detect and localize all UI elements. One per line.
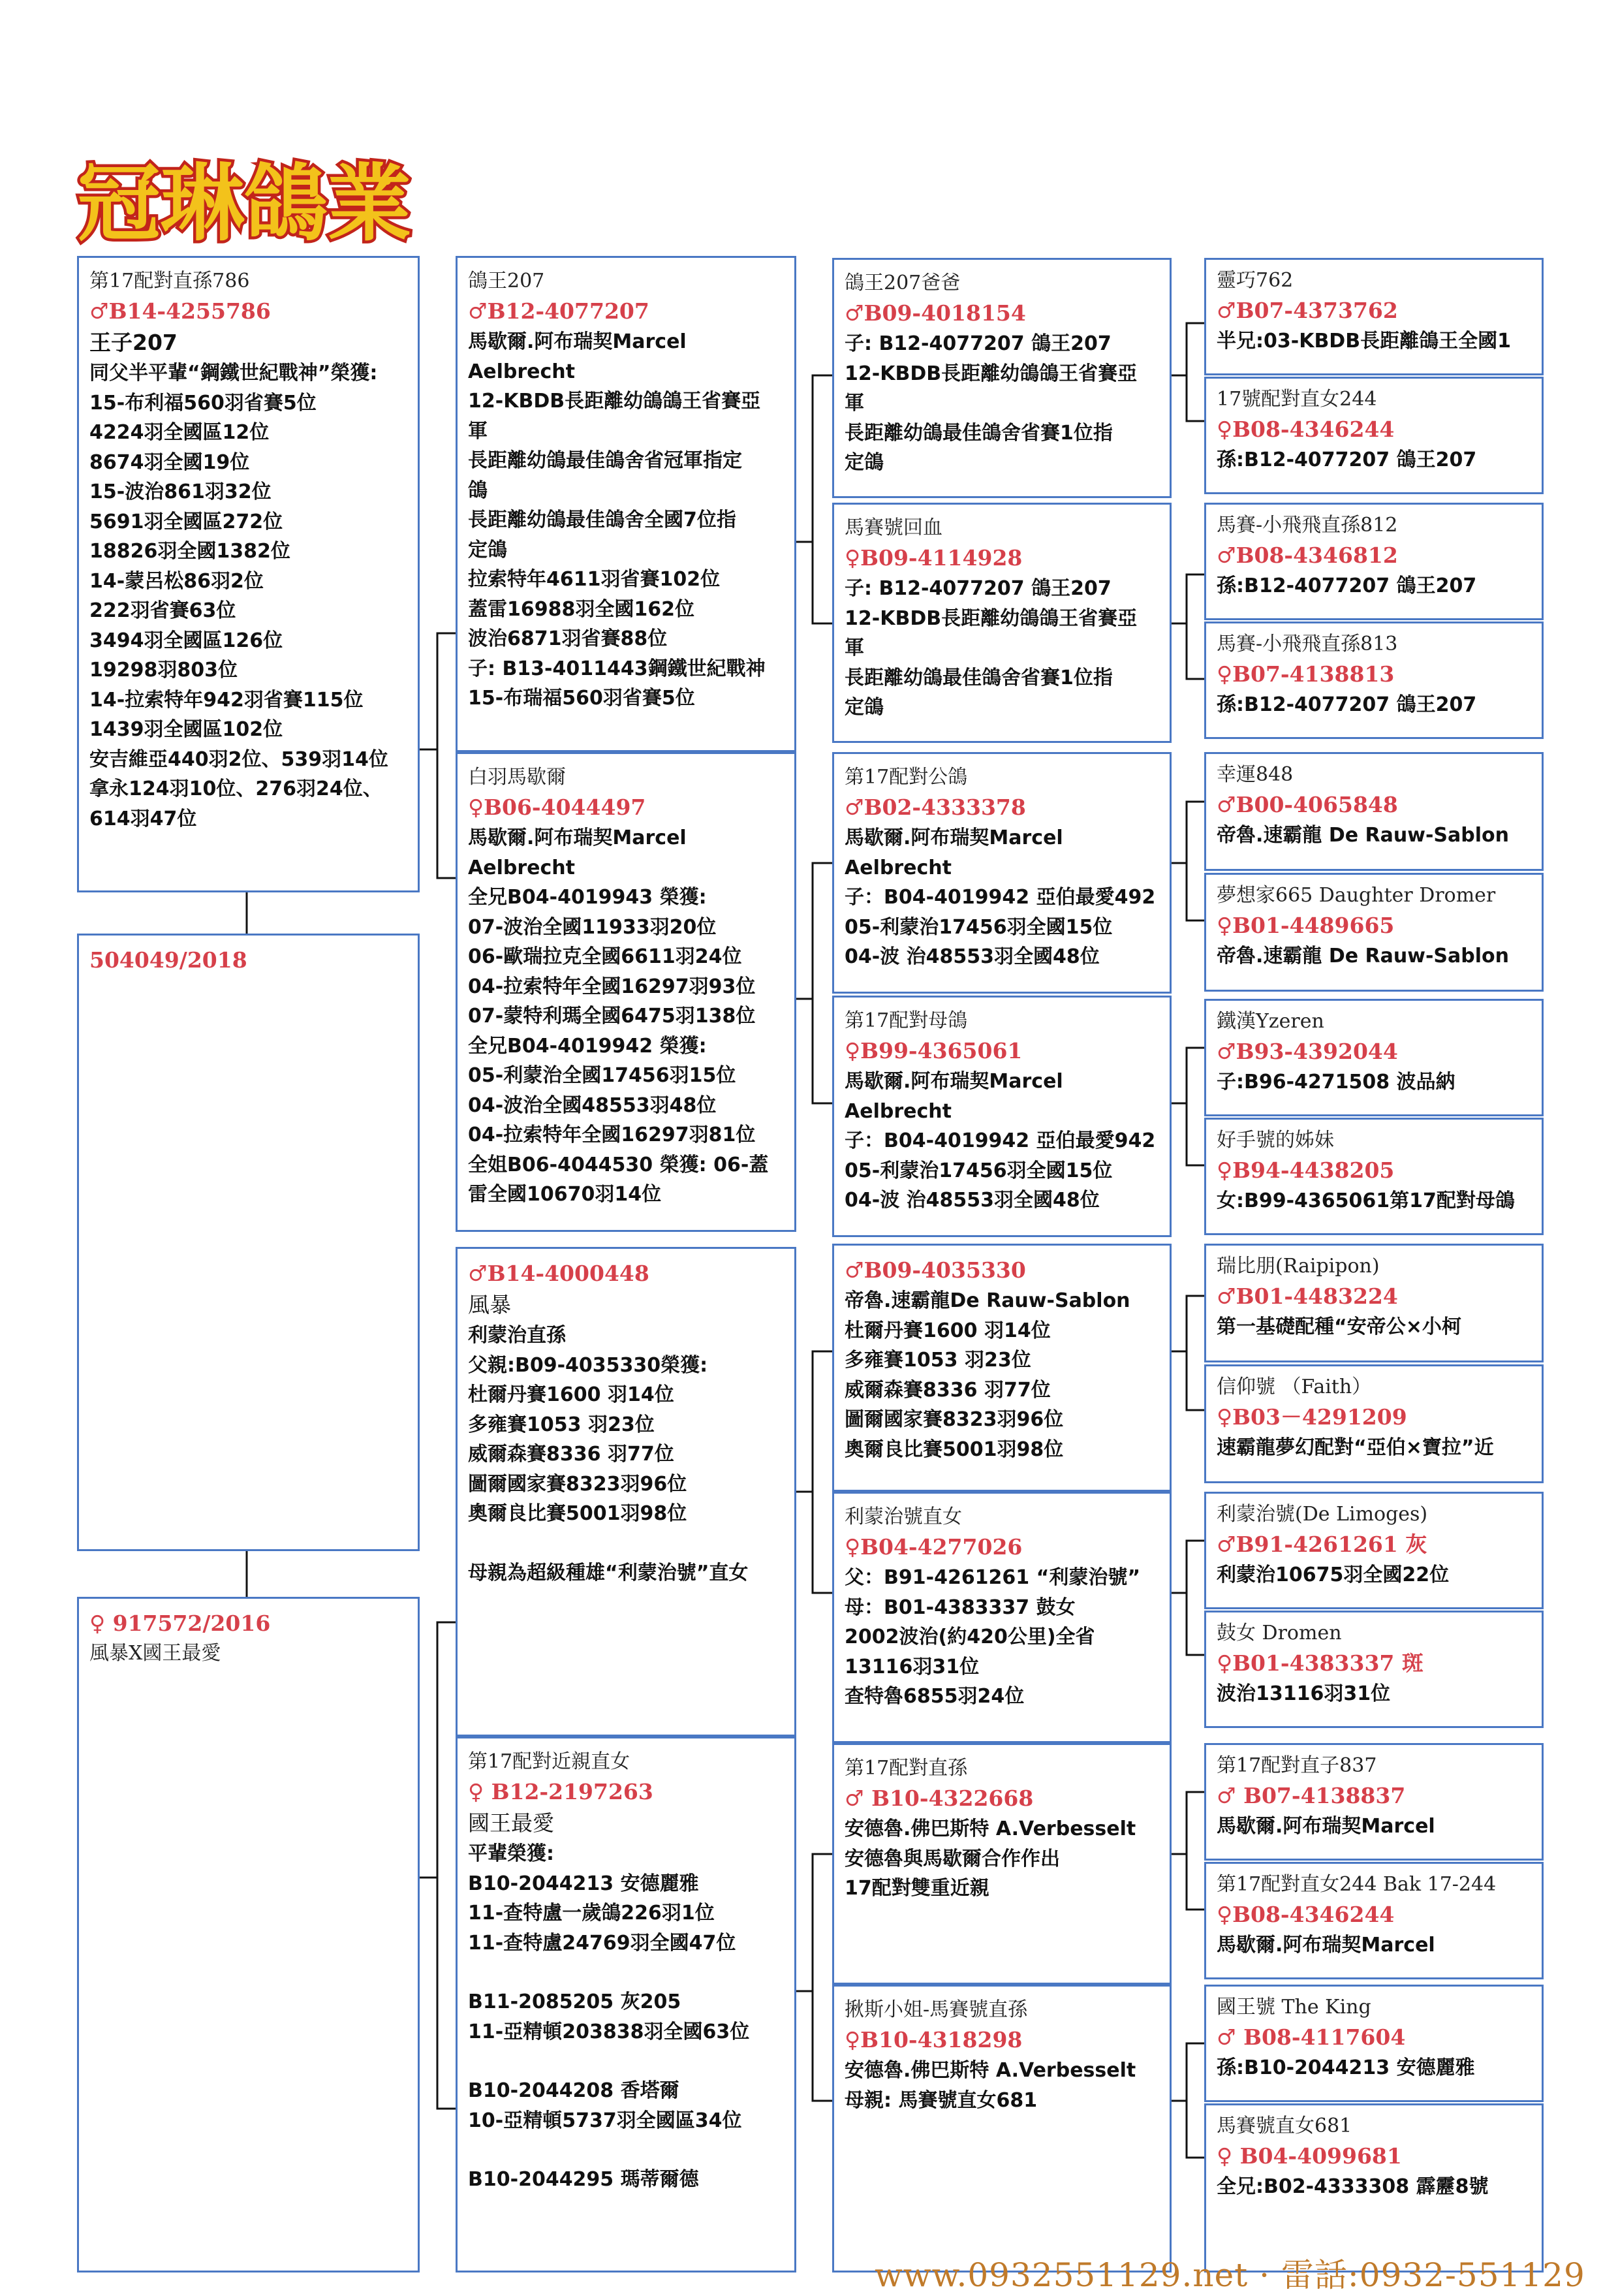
subject-bird-card	[77, 256, 420, 892]
card-line: 馬歇爾.阿布瑞契Marcel	[468, 826, 687, 849]
card-line: 波治6871羽省賽88位	[468, 627, 668, 650]
card-title: 馬賽-小飛飛直孫812	[1217, 514, 1398, 537]
card-line: 04-拉索特年全國16297羽81位	[468, 1124, 756, 1146]
card-line: 父：B91-4261261 “利蒙治號”	[845, 1566, 1141, 1589]
card-title: 鐵漢Yzeren	[1217, 1010, 1324, 1033]
card-title: 馬賽號回血	[845, 516, 942, 539]
card-ring: ♀B01-4489665	[1217, 913, 1395, 938]
gen4-card	[1204, 377, 1544, 494]
card-title: 國王號 The King	[1217, 1996, 1371, 2019]
card-line: 15-布瑞福560羽省賽5位	[468, 687, 695, 710]
dam-dam-card	[456, 1737, 796, 2272]
card-line: 利蒙治直孫	[468, 1324, 566, 1347]
card-line: 馬歇爾.阿布瑞契Marcel	[1217, 1815, 1435, 1838]
card-title: 幸運848	[1217, 763, 1294, 786]
card-ring: ♂B00-4065848	[1217, 792, 1398, 817]
card-line: 孫:B10-2044213 安德麗雅	[1217, 2056, 1475, 2079]
card-ring: ♀B09-4114928	[845, 545, 1023, 571]
card-line: 全兄:B02-4333308 霹靂8號	[1217, 2175, 1489, 2198]
subject-line: 15-波治861羽32位	[89, 480, 272, 503]
card-ring: ♂B02-4333378	[845, 794, 1026, 820]
gen4-card	[1204, 999, 1544, 1116]
card-line: 馬歇爾.阿布瑞契Marcel	[1217, 1934, 1435, 1957]
gen4-card	[1204, 873, 1544, 992]
card-line: 子: B12-4077207 鴿王207	[845, 332, 1112, 355]
logo-text: 冠琳鴿業	[77, 155, 412, 253]
subject-title: 第17配對直孫786	[89, 270, 250, 292]
card-line: 定鴿	[468, 538, 507, 561]
card-ring: ♂B09-4035330	[845, 1257, 1026, 1283]
card-spacer	[468, 1958, 785, 1987]
card-line: 04-波治全國48553羽48位	[468, 1093, 717, 1117]
card-line: 第一基礎配種“安帝公×小柯	[1217, 1315, 1461, 1338]
card-ring: ♀B07-4138813	[1217, 661, 1395, 687]
gen4-card	[1204, 1862, 1544, 1979]
card-ring: ♂B01-4483224	[1217, 1283, 1398, 1309]
card-spacer	[468, 1529, 785, 1558]
dds-card	[832, 1743, 1172, 1985]
card-line: Aelbrecht	[468, 856, 575, 879]
card-title: 利蒙治號(De Limoges)	[1217, 1503, 1428, 1526]
subject-line: 222羽省賽63位	[89, 599, 236, 622]
card-title: 信仰號 （Faith）	[1217, 1376, 1372, 1398]
dam-card	[77, 1597, 420, 2272]
ssd-card	[832, 503, 1172, 743]
subject-line: 14-蒙呂松86羽2位	[89, 569, 264, 593]
card-spacer	[468, 2047, 785, 2076]
card-line: 母親為超級種雄“利蒙治號”直女	[468, 1561, 749, 1584]
card-line: 子：B04-4019942 亞伯最愛492	[845, 886, 1156, 909]
card-line: 04-拉索特年全國16297羽93位	[468, 975, 756, 998]
card-line: Aelbrecht	[845, 1099, 952, 1123]
card-ring: ♀B01-4383337 斑	[1217, 1650, 1424, 1676]
card-line: B10-2044208 香塔爾	[468, 2079, 679, 2102]
card-title: 馬賽-小飛飛直孫813	[1217, 633, 1398, 655]
card-ring: ♀B06-4044497	[468, 794, 646, 820]
card-line: 波治13116羽31位	[1217, 1682, 1391, 1705]
footer-contact: www.0932551129.net · 雷話:0932-551129	[875, 2256, 1585, 2294]
gen4-card	[1204, 1985, 1544, 2102]
card-line: 蓋雷16988羽全國162位	[468, 597, 694, 621]
card-line: 全兄B04-4019942 榮獲:	[468, 1034, 707, 1058]
card-ring: ♂B91-4261261 灰	[1217, 1532, 1427, 1557]
card-title: 鼓女 Dromen	[1217, 1622, 1342, 1644]
subject-line: 同父半平輩“鋼鐵世紀戰神”榮獲:	[89, 362, 378, 385]
card-line: 女:B99-4365061第17配對母鴿	[1217, 1189, 1515, 1212]
card-line: 鴿	[468, 479, 488, 502]
card-line: 平輩榮獲:	[468, 1842, 554, 1865]
card-title: 第17配對公鴿	[845, 766, 968, 789]
dam-ring: ♀ 917572/2016	[89, 1611, 271, 1636]
gen4-card	[1204, 1611, 1544, 1728]
card-line: 母：B01-4383337 鼓女	[845, 1596, 1076, 1619]
card-ring: ♂B08-4346812	[1217, 543, 1398, 568]
card-ring: ♂ B10-4322668	[845, 1785, 1034, 1811]
card-line: 定鴿	[845, 696, 884, 719]
card-line: 11-亞精頓203838羽全國63位	[468, 2020, 750, 2043]
card-line: 孫:B12-4077207 鴿王207	[1217, 693, 1477, 716]
subject-line: 8674羽全國19位	[89, 450, 250, 474]
subject-line: 拿永124羽10位、276羽24位、	[89, 778, 382, 800]
card-line: 子:B96-4271508 波品納	[1217, 1071, 1455, 1093]
card-line: 利蒙治10675羽全國22位	[1217, 1564, 1450, 1586]
card-line: 孫:B12-4077207 鴿王207	[1217, 448, 1477, 471]
sds-card	[832, 752, 1172, 994]
card-title: 馬賽號直女681	[1217, 2115, 1352, 2137]
card-line: 05-利蒙治17456羽全國15位	[845, 915, 1113, 939]
card-line: 安德魯.佛巴斯特 A.Verbesselt	[845, 2059, 1136, 2082]
card-title: 第17配對直子837	[1217, 1754, 1377, 1777]
gen4-card	[1204, 1743, 1544, 1861]
card-line: 速霸龍夢幻配對“亞伯×寶拉”近	[1217, 1436, 1494, 1459]
subject-line: 3494羽全國區126位	[89, 629, 283, 652]
card-line: 長距離幼鴿最佳鴿舍省賽1位指	[845, 421, 1113, 445]
gen4-card	[1204, 1492, 1544, 1609]
card-line: 17配對雙重近親	[845, 1877, 989, 1900]
card-ring: ♀B99-4365061	[845, 1038, 1023, 1063]
card-line: 07-蒙特利瑪全國6475羽138位	[468, 1005, 756, 1028]
subject-line: 15-布利福560羽省賽5位	[89, 391, 317, 415]
card-line: B10-2044295 瑪蒂爾德	[468, 2168, 699, 2191]
card-line: 馬歇爾.阿布瑞契Marcel	[845, 1070, 1063, 1093]
card-title: 第17配對直孫	[845, 1757, 968, 1780]
card-spacer	[468, 2135, 785, 2165]
card-ring: ♀B10-4318298	[845, 2027, 1023, 2052]
card-line: 杜爾丹賽1600 羽14位	[468, 1383, 674, 1406]
card-title: 鴿王207	[468, 270, 545, 292]
card-line: 07-波治全國11933羽20位	[468, 915, 717, 939]
card-line: 全兄B04-4019943 榮獲:	[468, 886, 707, 909]
card-ring: ♂B09-4018154	[845, 300, 1026, 326]
subject-name: 王子207	[89, 330, 178, 355]
card-line: 12-KBDB長距離幼鴿鴿王省賽亞	[845, 606, 1138, 630]
card-ring: ♂ B07-4138837	[1217, 1783, 1406, 1808]
card-ring: ♂ B08-4117604	[1217, 2024, 1406, 2050]
card-ring: ♀B08-4346244	[1217, 1902, 1395, 1927]
card-title: 靈巧762	[1217, 269, 1294, 292]
card-ring: ♂B12-4077207	[468, 298, 649, 324]
gen4-card	[1204, 752, 1544, 871]
card-line: 圖爾國家賽8323羽96位	[468, 1472, 687, 1496]
card-title: 夢想家665 Daughter Dromer	[1217, 884, 1496, 907]
card-line: 奧爾良比賽5001羽98位	[845, 1438, 1064, 1461]
card-ring: ♂B14-4000448	[468, 1261, 649, 1286]
card-line: Aelbrecht	[468, 360, 575, 383]
card-line: 長距離幼鴿最佳鴿舍省冠軍指定	[468, 449, 742, 472]
card-line: 軍	[845, 637, 864, 659]
gen4-card	[1204, 258, 1544, 375]
card-title: 利蒙治號直女	[845, 1505, 962, 1528]
card-line: 05-利蒙治全國17456羽15位	[468, 1064, 736, 1087]
card-line: 馬歇爾.阿布瑞契Marcel	[468, 330, 687, 353]
card-line: 子: B12-4077207 鴿王207	[845, 577, 1112, 600]
card-title: 瑞比朋(Raipipon)	[1217, 1255, 1380, 1278]
sire-card	[77, 934, 420, 1551]
card-title: 第17配對近親直女	[468, 1750, 630, 1773]
card-line: 帝魯.速霸龍De Rauw-Sablon	[845, 1289, 1130, 1312]
card-title: 好手號的姊妹	[1217, 1129, 1334, 1152]
card-line: 父親:B09-4035330榮獲:	[468, 1353, 708, 1377]
subject-line: 18826羽全國1382位	[89, 540, 290, 563]
gen4-card	[1204, 2103, 1544, 2272]
card-line: 孫:B12-4077207 鴿王207	[1217, 574, 1477, 597]
card-line: 11-查特盧一歲鴿226羽1位	[468, 1902, 715, 1925]
card-line: 雷全國10670羽14位	[468, 1183, 662, 1206]
card-ring: ♂B07-4373762	[1217, 298, 1398, 323]
sss-card	[832, 258, 1172, 498]
dss-card	[832, 1244, 1172, 1492]
card-line: 12-KBDB長距離幼鴿鴿王省賽亞	[845, 362, 1138, 385]
card-title: 第17配對母鴿	[845, 1009, 968, 1032]
card-line: 拉索特年4611羽省賽102位	[468, 568, 721, 591]
card-line: 04-波 治48553羽全國48位	[845, 1189, 1100, 1212]
card-line: 長距離幼鴿最佳鴿舍省賽1位指	[845, 666, 1113, 689]
card-ring: ♀B08-4346244	[1217, 417, 1395, 442]
subject-ring: ♂B14-4255786	[89, 298, 271, 324]
card-line: B11-2085205 灰205	[468, 1990, 681, 2013]
card-line: 帝魯.速霸龍 De Rauw-Sablon	[1217, 945, 1509, 967]
gen4-card	[1204, 1364, 1544, 1483]
card-line: 半兄:03-KBDB長距離鴿王全國1	[1217, 330, 1511, 353]
card-line: 威爾森賽8336 羽77位	[845, 1378, 1051, 1402]
card-line: Aelbrecht	[845, 856, 952, 879]
gen4-card	[1204, 1118, 1544, 1235]
sire-sire-card	[456, 256, 796, 752]
card-line: 威爾森賽8336 羽77位	[468, 1443, 674, 1466]
card-line: 馬歇爾.阿布瑞契Marcel	[845, 826, 1063, 849]
subject-line: 614羽47位	[89, 807, 197, 830]
card-line: B10-2044213 安德麗雅	[468, 1872, 699, 1895]
card-ring: ♀B03－4291209	[1217, 1404, 1407, 1430]
sdd-card	[832, 996, 1172, 1237]
dsd-card	[832, 1492, 1172, 1743]
card-title: 揪斯小姐-馬賽號直孫	[845, 1998, 1028, 2021]
card-line: 12-KBDB長距離幼鴿鴿王省賽亞	[468, 390, 761, 413]
gen4-card	[1204, 621, 1544, 739]
card-line: 奧爾良比賽5001羽98位	[468, 1502, 687, 1525]
card-line: 多雍賽1053 羽23位	[468, 1413, 655, 1436]
card-title: 第17配對直女244 Bak 17-244	[1217, 1873, 1497, 1896]
ddd-card	[832, 1985, 1172, 2272]
card-name: 國王最愛	[468, 1810, 554, 1836]
card-line: 安德魯.佛巴斯特 A.Verbesselt	[845, 1817, 1136, 1840]
card-name: 風暴	[468, 1292, 511, 1317]
card-line: 2002波治(約420公里)全省	[845, 1626, 1095, 1648]
subject-line: 1439羽全國區102位	[89, 718, 283, 741]
card-line: 母親: 馬賽號直女681	[845, 2088, 1038, 2112]
subject-line: 5691羽全國區272位	[89, 510, 283, 533]
card-line: 安德魯與馬歇爾合作作出	[845, 1847, 1060, 1870]
card-ring: ♂B93-4392044	[1217, 1039, 1398, 1064]
subject-line: 19298羽803位	[89, 659, 238, 682]
card-ring: ♀ B04-4099681	[1217, 2143, 1402, 2169]
card-title: 鴿王207爸爸	[845, 272, 961, 294]
card-line: 查特魯6855羽24位	[845, 1685, 1025, 1708]
card-line: 杜爾丹賽1600 羽14位	[845, 1319, 1051, 1342]
card-line: 13116羽31位	[845, 1655, 980, 1678]
card-line: 多雍賽1053 羽23位	[845, 1349, 1031, 1372]
card-line: 06-歐瑞拉克全國6611羽24位	[468, 945, 742, 968]
sire-dam-card	[456, 752, 796, 1232]
card-line: 子: B13-4011443鋼鐵世紀戰神	[468, 657, 766, 680]
subject-line: 安吉維亞440羽2位、539羽14位	[89, 747, 388, 771]
card-line: 10-亞精頓5737羽全國區34位	[468, 2109, 742, 2132]
gen4-card	[1204, 503, 1544, 620]
card-line: 子：B04-4019942 亞伯最愛942	[845, 1129, 1156, 1152]
card-line: 長距離幼鴿最佳鴿舍全國7位指	[468, 509, 736, 531]
card-line: 04-波 治48553羽全國48位	[845, 945, 1100, 968]
card-line: 軍	[468, 419, 488, 443]
card-ring: ♀ B12-2197263	[468, 1779, 653, 1804]
dam-desc: 風暴X國王最愛	[89, 1642, 221, 1665]
card-title: 17號配對直女244	[1217, 388, 1377, 411]
subject-line: 4224羽全國區12位	[89, 421, 270, 444]
card-ring: ♀B94-4438205	[1217, 1157, 1395, 1183]
card-title: 白羽馬歇爾	[468, 766, 566, 789]
card-line: 全姐B06-4044530 榮獲: 06-蓋	[468, 1153, 769, 1176]
dam-sire-card	[456, 1247, 796, 1737]
gen4-card	[1204, 1244, 1544, 1362]
card-line: 軍	[845, 392, 864, 415]
card-line: 定鴿	[845, 451, 884, 474]
card-line: 11-查特盧24769羽全國47位	[468, 1931, 736, 1955]
subject-line: 14-拉索特年942羽省賽115位	[89, 688, 364, 712]
card-line: 圖爾國家賽8323羽96位	[845, 1408, 1064, 1431]
card-ring: ♀B04-4277026	[845, 1534, 1023, 1560]
card-line: 05-利蒙治17456羽全國15位	[845, 1159, 1113, 1182]
card-line: 帝魯.速霸龍 De Rauw-Sablon	[1217, 824, 1509, 847]
sire-ring: 504049/2018	[89, 947, 247, 973]
